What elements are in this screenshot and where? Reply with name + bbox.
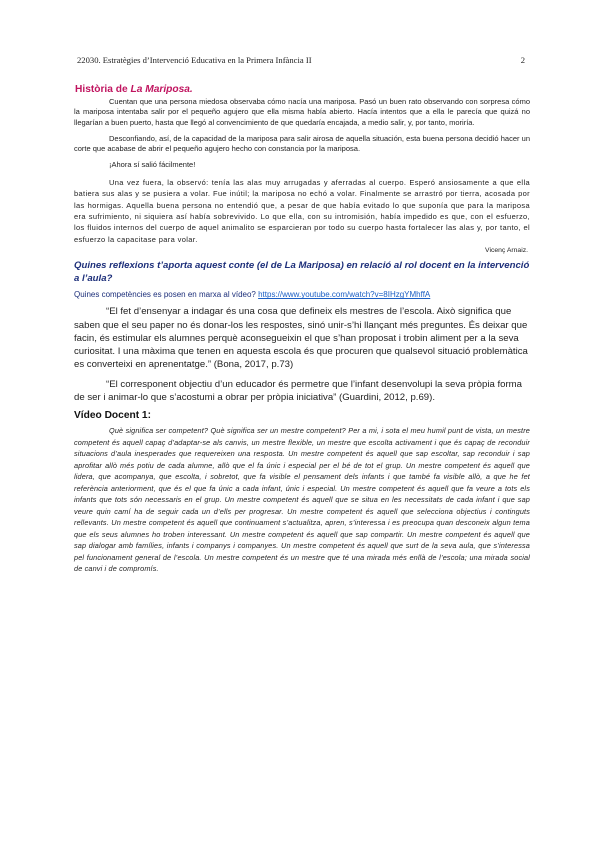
story-signature: Vicenç Arnaiz.: [485, 247, 528, 255]
course-title: 22030. Estratègies d’Intervenció Educativa en la Primera Infància II: [77, 55, 312, 65]
video-heading: Vídeo Docent 1:: [74, 410, 151, 422]
story-paragraph: Desconfiando, así, de la capacidad de la mariposa para salir airosa de aquella situación, esta buena persona decidió hacer un corte que acabase de abrir el pequeño agujero hecho con constancia por la mariposa.: [74, 133, 530, 154]
competences-text: Quines competències es posen en marxa al vídeo?: [74, 290, 259, 300]
video-reflection-text: Què significa ser competent? Què significa ser un mestre competent? Per a mi, i sota el meu humil punt de vista, un mestre competent és aquell capaç d’adaptar-se als canvis, un mestre flexible, un mestre que escolta activament i que és capaç de reconduir situacions d’aula inesperades que requereixen una resposta. Un mestre competent és aquell que sap escoltar, sap reconduir i sap aprofitar allò més potiu de cada alumne, allò que el fa únic i especial per el bé de tot el grup. Un mestre competent és aquell que lidera, que acompanya, que escolta, i sobretot, que fa visible el pensament dels infants i que també fa visible allò, a que he fet referència anteriorment, que és el que fa únic a cada infant, únic i especial. Un mestre competent és aquell que fa veure a tots els infants que tots són necessaris en el grup. Un mestre competent és aquell que se situa en les necessitats de cada infant i que sap veure quin camí ha de seguir cada un d’ells per progresar. Un mestre competent és aquell que selecciona objectius i continguts rellevants. Un mestre competent és aquell que continuament s’actualitza, apren, s’interessa i es preocupa quan desconeix algun tema que els seus alumnes ho troben interessant. Un mestre competent és aquell que sap compartir. Un mestre competent és aquell que sap dialogar amb famílies, infants i companys i companyes. Un mestre competent és aquell que surt de la seva aula, que s’interessa pel funcionament general de l’escola. Un mestre competent és un mestre que té una mirada més enllà de l’escola; una mirada social de canvi i de compromís.: [74, 426, 530, 574]
story-paragraph: Cuentan que una persona miedosa observaba cómo nacía una mariposa. Pasó un buen rato observando con sorpresa cómo la mariposa intentaba salir por el pequeño agujero que ella misma había abierto. Hacía intentos que a ella le parecía que quizá no llegarían a buen puerto, hasta que llegó al convencimiento de que quedaría encajada, a medio salir, y, por tanto, moriría.: [74, 97, 530, 127]
page-header: [77, 55, 525, 65]
quote-guardini: “El corresponent objectiu d’un educador és permetre que l’infant desenvolupi la seva pròpia forma de ser i animar-lo que s’acostumi a obrar per pròpia iniciativa” (Guardini, 2012, p.69).: [74, 378, 522, 403]
story-paragraph: ¡Ahora sí salió fácilmente!: [109, 160, 196, 170]
page-content: [74, 84, 530, 575]
story-title-italic: La Mariposa.: [130, 84, 193, 95]
question-part-2: ) en relació al rol docent en la intervenció a l’aula?: [74, 260, 530, 284]
story-title-prefix: Història de: [75, 84, 131, 95]
reflection-question: [74, 260, 530, 285]
competences-question: [74, 290, 530, 299]
question-part-1: Quines reflexions t’aporta aquest conte (el de: [74, 260, 285, 272]
story-title: [75, 84, 530, 95]
page-number: 2: [520, 55, 525, 65]
question-italic-title: La Mariposa: [284, 260, 341, 272]
story-body-continued: [74, 177, 530, 245]
video-link[interactable]: https://www.youtube.com/watch?v=8IHzgYMhffA: [258, 290, 431, 300]
story-paragraph: Una vez fuera, la observó: tenía las alas muy arrugadas y aferradas al cuerpo. Esperó ansiosamente a que ella batiera sus alas y se pusiera a volar. Fue inútil; la mariposa no echó a volar. Finalmente se arrastró por tierra, acosada por las hormigas. Aquella buena persona no entendió que, a pesar de que había evitado lo que suponía que para la mariposa era sufrimiento, ni siquiera así había sobrevivido. Lo que ella, con su intromisión, había impedido es que, con el esfuerzo, los fluidos internos del cuerpo de aquel animalito se esparcieran por todo su cuerpo hasta fortalecer las alas y, por tanto, el esfuerzo la capacitase para volar.: [74, 177, 530, 244]
story-body: [74, 97, 530, 171]
quote-bona: “El fet d’ensenyar a indagar és una cosa que defineix els mestres de l’escola. Això significa que saben que el seu paper no és donar-los les respostes, sinó unir-s’hi llançant més preguntes. És deixar que facin, és estimular els alumnes perquè aconsegueixin el que s’han proposat i trobin aliment per a la seva curiositat. I una màxima que tenen en aquesta escola és que procuren que qualsevol situació problemàtica es converteixi en aprenentatge.” (Bona, 2017, p.73): [74, 306, 528, 371]
